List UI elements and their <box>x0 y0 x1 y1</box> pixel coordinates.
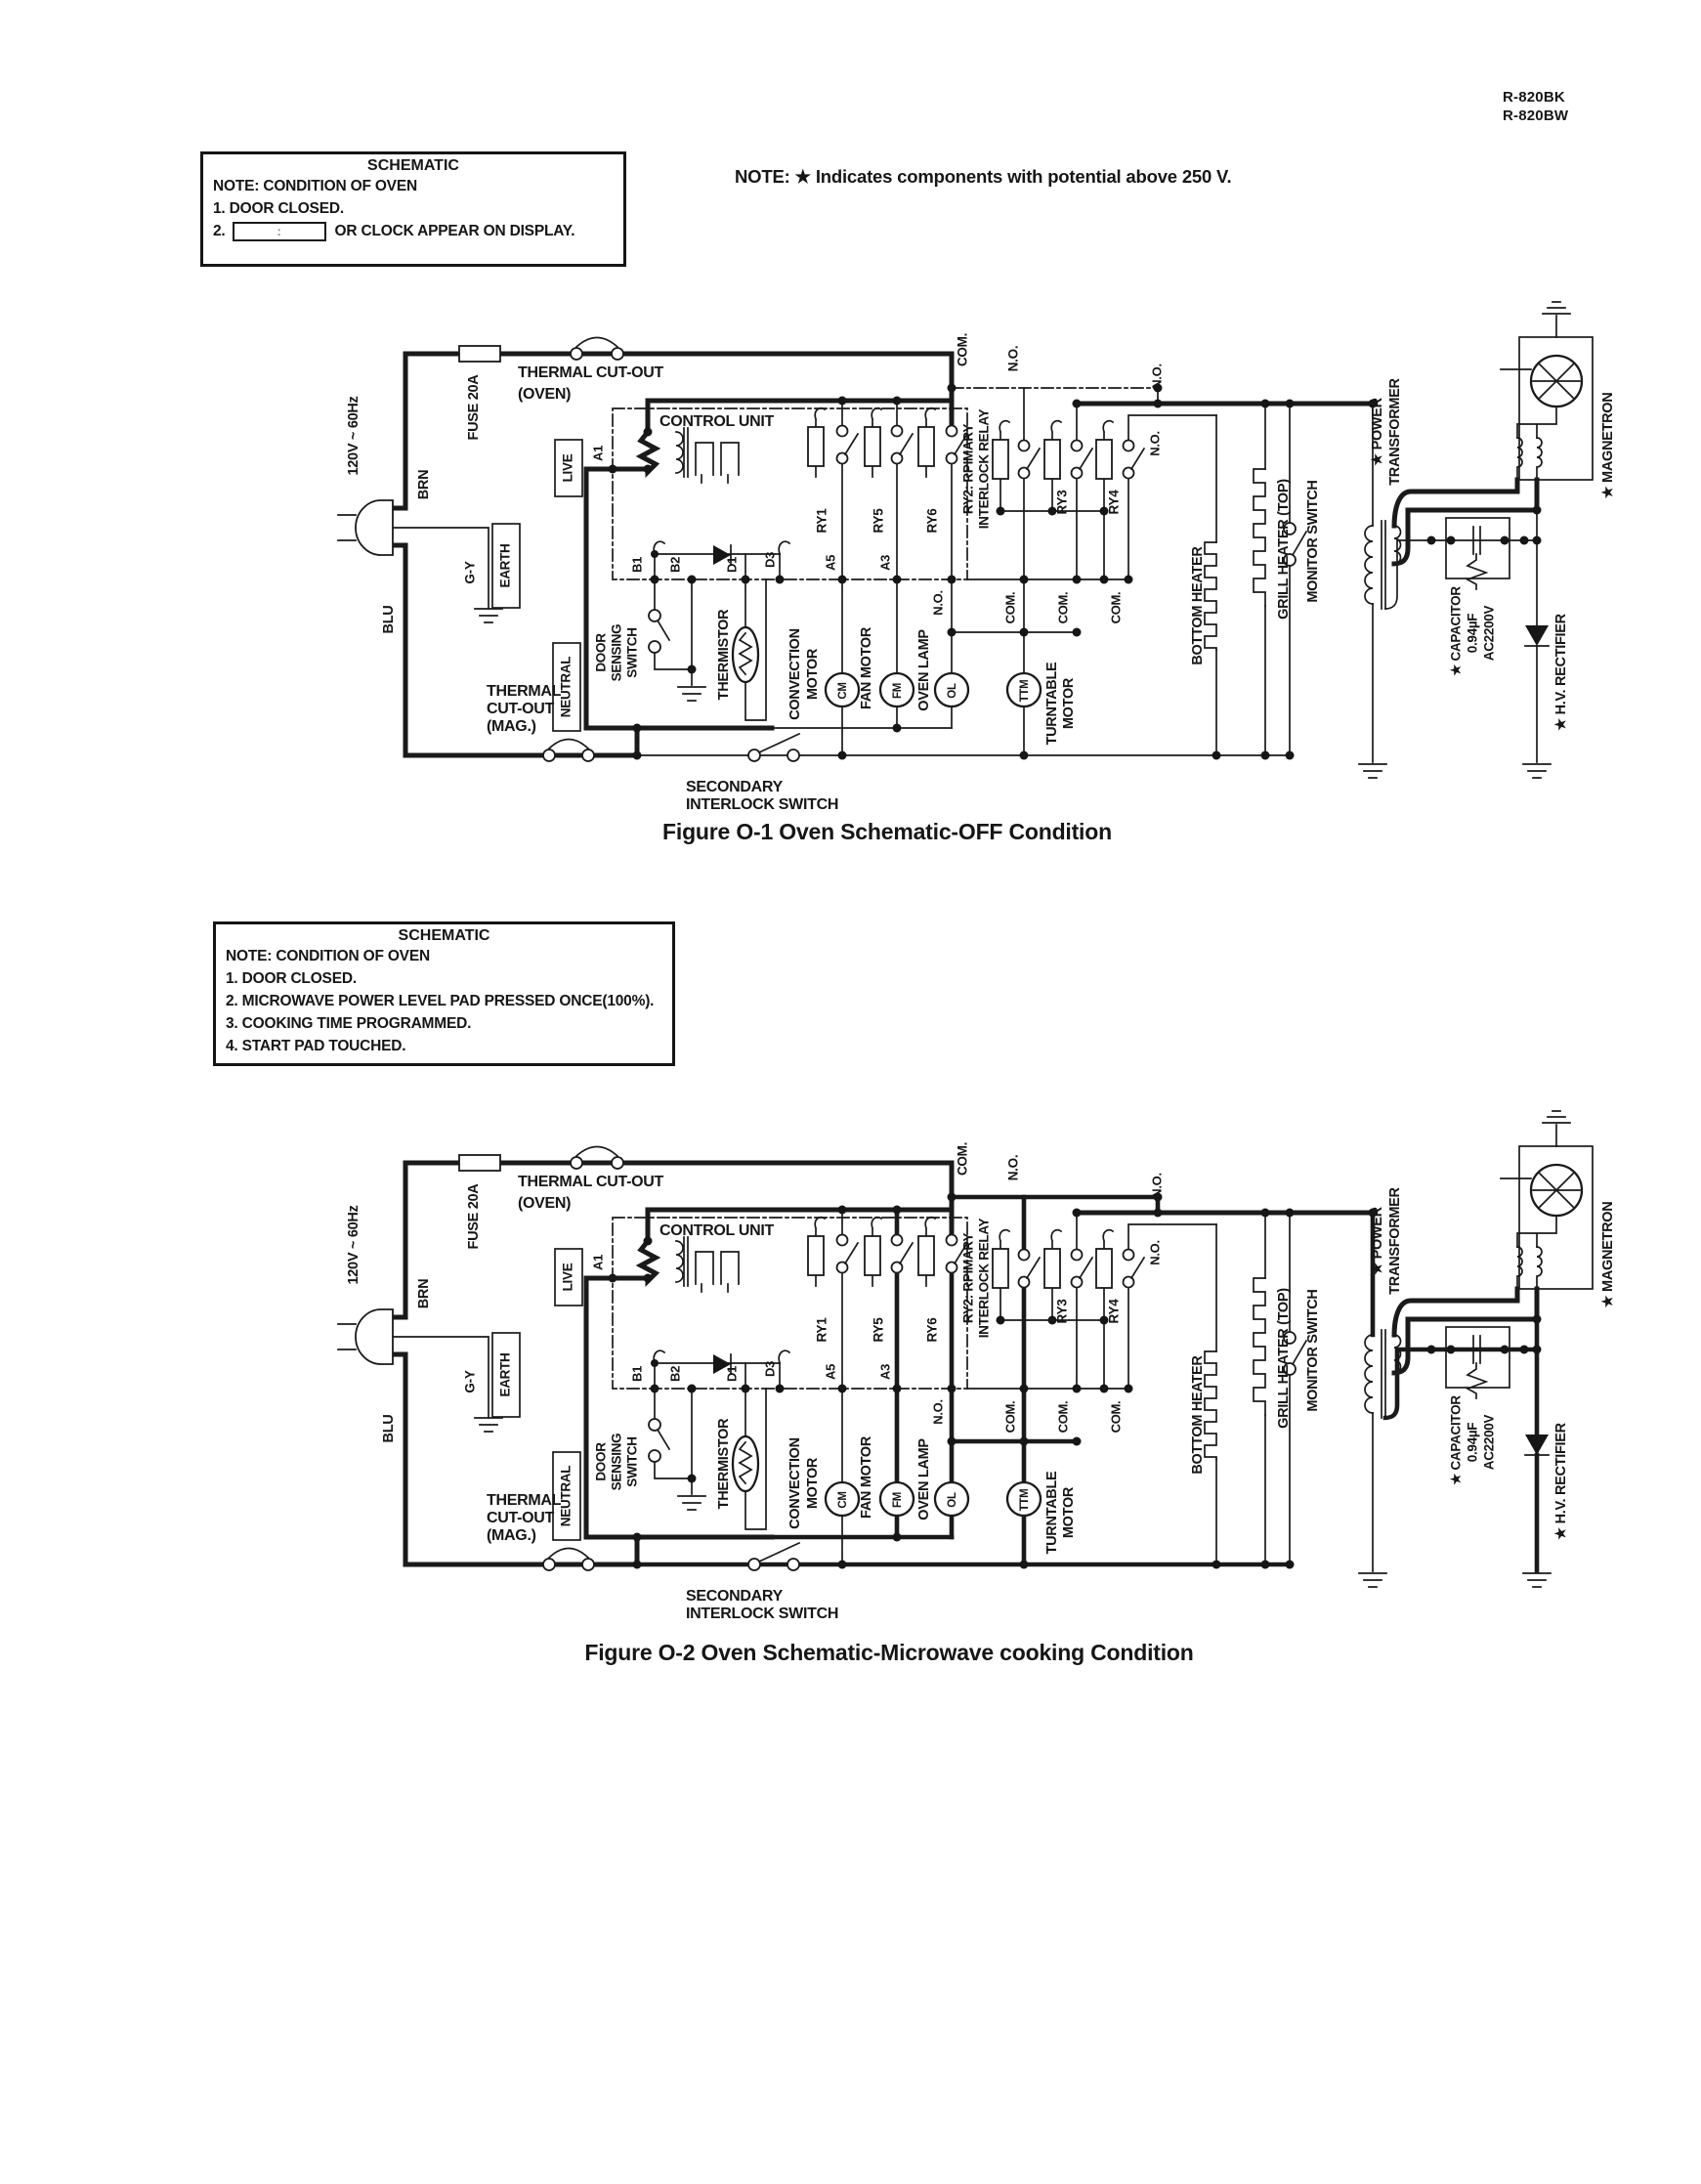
power-transformer-label-1: ★ POWER <box>1369 398 1385 466</box>
capacitor-label-3: AC2200V <box>1481 605 1497 662</box>
live-label: LIVE <box>560 453 575 483</box>
thermistor-label: THERMISTOR <box>715 1418 732 1510</box>
ry4-label: RY4 <box>1106 1299 1122 1324</box>
thermistor-element <box>733 627 758 682</box>
door-sensing-label-2: SENSING <box>609 1433 624 1491</box>
note-heading: NOTE: CONDITION OF OVEN <box>213 178 417 194</box>
fuse <box>459 346 500 362</box>
oven-lamp-label: OVEN LAMP <box>915 1438 932 1520</box>
ry2-label-1: RY2: RPIMARY <box>960 1232 976 1324</box>
labels <box>346 333 1616 813</box>
magnetron-symbol <box>1501 302 1593 480</box>
cm-circle-label: CM <box>837 1491 850 1509</box>
com-label-1: COM. <box>1002 591 1018 624</box>
earth-ground-symbol <box>475 609 502 622</box>
no-label-3: N.O. <box>1147 1240 1163 1265</box>
terminal-a1-label: A1 <box>590 445 606 462</box>
capacitor-label-3: AC2200V <box>1481 1414 1497 1471</box>
terminal-a1-label: A1 <box>590 1254 606 1271</box>
thermal-cutout-mag-switch <box>543 1549 594 1571</box>
door-sensing-label-2: SENSING <box>609 623 624 682</box>
high-voltage-note: NOTE: ★ Indicates components with potential above 250 V. <box>735 166 1232 187</box>
turntable-label-1: TURNTABLE <box>1043 1471 1060 1555</box>
turntable-label-1: TURNTABLE <box>1043 662 1060 746</box>
plug <box>338 500 393 555</box>
thermal-cutout-mag-label-2: CUT-OUT <box>487 701 555 717</box>
terminal-a5-label: A5 <box>823 1363 838 1381</box>
hv-capacitor <box>1446 1327 1510 1398</box>
com-label-3: COM. <box>1108 1400 1124 1434</box>
terminal-b1-label: B1 <box>629 1365 645 1383</box>
oven-lamp-label: OVEN LAMP <box>915 629 932 711</box>
power-transformer-label-2: TRANSFORMER <box>1386 378 1403 486</box>
grill-heater-label: GRILL HEATER (TOP) <box>1275 1288 1292 1429</box>
terminal-d3-label: D3 <box>762 1360 778 1378</box>
no-label-2: N.O. <box>1149 364 1165 389</box>
schematic-note-cooking <box>213 921 675 1066</box>
monitor-switch-label: MONITOR SWITCH <box>1304 1289 1321 1412</box>
fan-motor-label: FAN MOTOR <box>858 1435 874 1520</box>
control-unit-label: CONTROL UNIT <box>659 1222 774 1239</box>
terminal-b2-label: B2 <box>667 1365 683 1383</box>
magnetron-label: ★ MAGNETRON <box>1599 1201 1616 1308</box>
thermal-cutout-oven-label-1: THERMAL CUT-OUT <box>518 364 663 381</box>
door-sensing-switch <box>649 610 705 701</box>
model-line-1: R-820BK <box>1503 89 1565 106</box>
brn-wire-label: BRN <box>415 1278 432 1309</box>
live-label: LIVE <box>560 1263 575 1292</box>
figure-o2-caption: Figure O-2 Oven Schematic-Microwave cooking Condition <box>584 1640 1194 1665</box>
power-transformer-label-1: ★ POWER <box>1369 1207 1385 1275</box>
capacitor-label-1: ★ CAPACITOR <box>1448 586 1464 676</box>
note-title: SCHEMATIC <box>398 927 490 944</box>
note-item-1: 1. DOOR CLOSED. <box>226 970 357 987</box>
relay-contacts-ry2-ry3-ry4 <box>993 1249 1144 1288</box>
model-line-2: R-820BW <box>1503 107 1569 124</box>
relay-contacts-ry1-ry5-ry6 <box>808 426 967 467</box>
ry3-label: RY3 <box>1054 1299 1070 1324</box>
ol-circle-label: OL <box>947 1492 959 1508</box>
turntable-label-2: MOTOR <box>1060 677 1077 730</box>
oven-schematic-off <box>332 283 1700 816</box>
oven-circuit-diagram <box>332 1092 1700 1625</box>
no-label-lamp: N.O. <box>930 590 946 616</box>
note-title: SCHEMATIC <box>367 157 459 174</box>
capacitor-label-2: 0.94µF <box>1465 613 1480 654</box>
blu-wire-label: BLU <box>380 1414 397 1443</box>
thermal-cutout-mag-label-1: THERMAL <box>487 1492 562 1509</box>
schematic-note-off <box>200 151 626 267</box>
note-item-4: 4. START PAD TOUCHED. <box>226 1038 406 1054</box>
bottom-heater-element <box>1205 1351 1216 1459</box>
plug <box>338 1309 393 1364</box>
thermal-cutout-mag-label-3: (MAG.) <box>487 1527 536 1544</box>
neutral-label: NEUTRAL <box>558 656 574 718</box>
hv-rectifier-label: ★ H.V. RECTIFIER <box>1552 1423 1569 1540</box>
ry6-label: RY6 <box>924 508 940 534</box>
magnetron-label: ★ MAGNETRON <box>1599 392 1616 499</box>
no-label-2: N.O. <box>1149 1173 1165 1198</box>
hv-rectifier-label: ★ H.V. RECTIFIER <box>1552 614 1569 731</box>
thermal-cutout-oven-label-2: (OVEN) <box>518 386 572 403</box>
power-transformer-symbol <box>1359 1330 1401 1587</box>
display-indicator-box: : <box>233 222 326 241</box>
ry2-label-1: RY2: RPIMARY <box>960 423 976 515</box>
fuse-label: FUSE 20A <box>465 374 482 441</box>
thermal-cutout-oven-switch <box>571 1147 623 1170</box>
fm-circle-label: FM <box>892 1491 905 1509</box>
thermal-cutout-oven-label-1: THERMAL CUT-OUT <box>518 1174 663 1190</box>
earth-ground-symbol <box>475 1418 502 1432</box>
ry5-label: RY5 <box>871 1317 886 1343</box>
terminal-a3-label: A3 <box>877 1363 893 1381</box>
terminal-d1-label: D1 <box>724 556 740 574</box>
neutral-label: NEUTRAL <box>558 1465 574 1527</box>
hv-capacitor <box>1446 518 1510 589</box>
thermal-cutout-mag-label-2: CUT-OUT <box>487 1510 555 1526</box>
com-label-top: COM. <box>955 332 970 367</box>
com-label-3: COM. <box>1108 591 1124 624</box>
grill-heater-element <box>1254 469 1265 606</box>
figure-o1-caption: Figure O-1 Oven Schematic-OFF Condition <box>662 819 1112 844</box>
terminal-b2-label: B2 <box>667 556 683 574</box>
note-item-2-num: 2. <box>213 223 226 239</box>
door-sensing-label-1: DOOR <box>593 1442 609 1481</box>
gy-wire-label: G-Y <box>462 561 478 584</box>
thermal-cutout-oven-label-2: (OVEN) <box>518 1195 572 1212</box>
convection-motor-label-2: MOTOR <box>804 648 821 701</box>
thermal-cutout-mag-switch <box>543 740 594 762</box>
capacitor-label-2: 0.94µF <box>1465 1422 1480 1463</box>
com-label-2: COM. <box>1055 1400 1071 1434</box>
terminal-b1-label: B1 <box>629 556 645 574</box>
capacitor-label-1: ★ CAPACITOR <box>1448 1395 1464 1485</box>
ry6-label: RY6 <box>924 1317 940 1343</box>
blu-wire-label: BLU <box>380 605 397 634</box>
secondary-interlock-label-1: SECONDARY <box>686 1588 783 1605</box>
relay-contacts-ry1-ry5-ry6 <box>808 1235 967 1276</box>
ttm-circle-label: TTM <box>1019 1488 1032 1512</box>
convection-motor-label-1: CONVECTION <box>787 628 803 720</box>
oven-circuit-diagram <box>332 283 1700 816</box>
fan-motor-label: FAN MOTOR <box>858 626 874 710</box>
door-sensing-label-3: SWITCH <box>624 627 640 678</box>
fuse-label: FUSE 20A <box>465 1183 482 1250</box>
com-label-top: COM. <box>955 1141 970 1177</box>
fm-circle-label: FM <box>892 682 905 700</box>
earth-label: EARTH <box>497 543 513 588</box>
no-label-1: N.O. <box>1005 345 1021 372</box>
note-item-2 <box>203 220 623 242</box>
note-item-3: 3. COOKING TIME PROGRAMMED. <box>226 1015 472 1032</box>
door-sensing-label-1: DOOR <box>593 633 609 672</box>
grill-heater-element <box>1254 1278 1265 1415</box>
secondary-interlock-label-2: INTERLOCK SWITCH <box>686 1606 839 1622</box>
convection-motor-label-1: CONVECTION <box>787 1437 803 1529</box>
thermistor-element <box>733 1436 758 1491</box>
secondary-interlock-switch <box>748 734 799 761</box>
earth-label: EARTH <box>497 1352 513 1397</box>
gy-wire-label: G-Y <box>462 1370 478 1393</box>
secondary-interlock-label-2: INTERLOCK SWITCH <box>686 796 839 813</box>
power-transformer-label-2: TRANSFORMER <box>1386 1187 1403 1295</box>
note-item-1: 1. DOOR CLOSED. <box>213 200 344 217</box>
note-item-2: 2. MICROWAVE POWER LEVEL PAD PRESSED ONCE(100%). <box>226 993 655 1009</box>
magnetron-symbol <box>1501 1111 1593 1289</box>
supply-voltage-label: 120V ~ 60Hz <box>345 396 361 476</box>
bottom-heater-label: BOTTOM HEATER <box>1189 1355 1206 1475</box>
terminal-d1-label: D1 <box>724 1365 740 1383</box>
power-transformer-symbol <box>1359 521 1401 778</box>
ry5-label: RY5 <box>871 508 886 534</box>
supply-voltage-label: 120V ~ 60Hz <box>345 1205 361 1285</box>
terminal-d3-label: D3 <box>762 551 778 569</box>
note-heading: NOTE: CONDITION OF OVEN <box>226 948 430 964</box>
door-sensing-switch <box>649 1419 705 1510</box>
ttm-circle-label: TTM <box>1019 679 1032 703</box>
thermal-cutout-mag-label-3: (MAG.) <box>487 718 536 735</box>
terminal-a3-label: A3 <box>877 554 893 572</box>
no-label-3: N.O. <box>1147 431 1163 456</box>
ry2-label-2: INTERLOCK RELAY <box>976 408 992 530</box>
ry3-label: RY3 <box>1054 490 1070 515</box>
ry2-label-2: INTERLOCK RELAY <box>976 1218 992 1339</box>
no-label-lamp: N.O. <box>930 1399 946 1425</box>
no-label-1: N.O. <box>1005 1154 1021 1181</box>
oven-schematic-cooking <box>332 1092 1700 1625</box>
secondary-interlock-label-1: SECONDARY <box>686 779 783 795</box>
turntable-label-2: MOTOR <box>1060 1486 1077 1539</box>
com-label-2: COM. <box>1055 591 1071 624</box>
cm-circle-label: CM <box>837 682 850 700</box>
terminal-a5-label: A5 <box>823 554 838 572</box>
note-item-2-text: OR CLOCK APPEAR ON DISPLAY. <box>334 223 575 239</box>
model-numbers <box>1503 88 1568 125</box>
ry1-label: RY1 <box>814 1317 829 1343</box>
relay-contacts-ry2-ry3-ry4 <box>993 440 1144 479</box>
thermal-cutout-mag-label-1: THERMAL <box>487 683 562 700</box>
bottom-heater-element <box>1205 542 1216 650</box>
ol-circle-label: OL <box>947 683 959 699</box>
convection-motor-label-2: MOTOR <box>804 1457 821 1510</box>
thermistor-label: THERMISTOR <box>715 609 732 701</box>
thermal-cutout-oven-switch <box>571 338 623 361</box>
fuse <box>459 1155 500 1171</box>
monitor-switch-label: MONITOR SWITCH <box>1304 480 1321 603</box>
labels <box>346 1142 1616 1622</box>
com-label-1: COM. <box>1002 1400 1018 1434</box>
brn-wire-label: BRN <box>415 469 432 500</box>
ry1-label: RY1 <box>814 508 829 534</box>
door-sensing-label-3: SWITCH <box>624 1436 640 1487</box>
control-unit-label: CONTROL UNIT <box>659 413 774 430</box>
ry4-label: RY4 <box>1106 490 1122 515</box>
bottom-heater-label: BOTTOM HEATER <box>1189 546 1206 665</box>
grill-heater-label: GRILL HEATER (TOP) <box>1275 479 1292 620</box>
